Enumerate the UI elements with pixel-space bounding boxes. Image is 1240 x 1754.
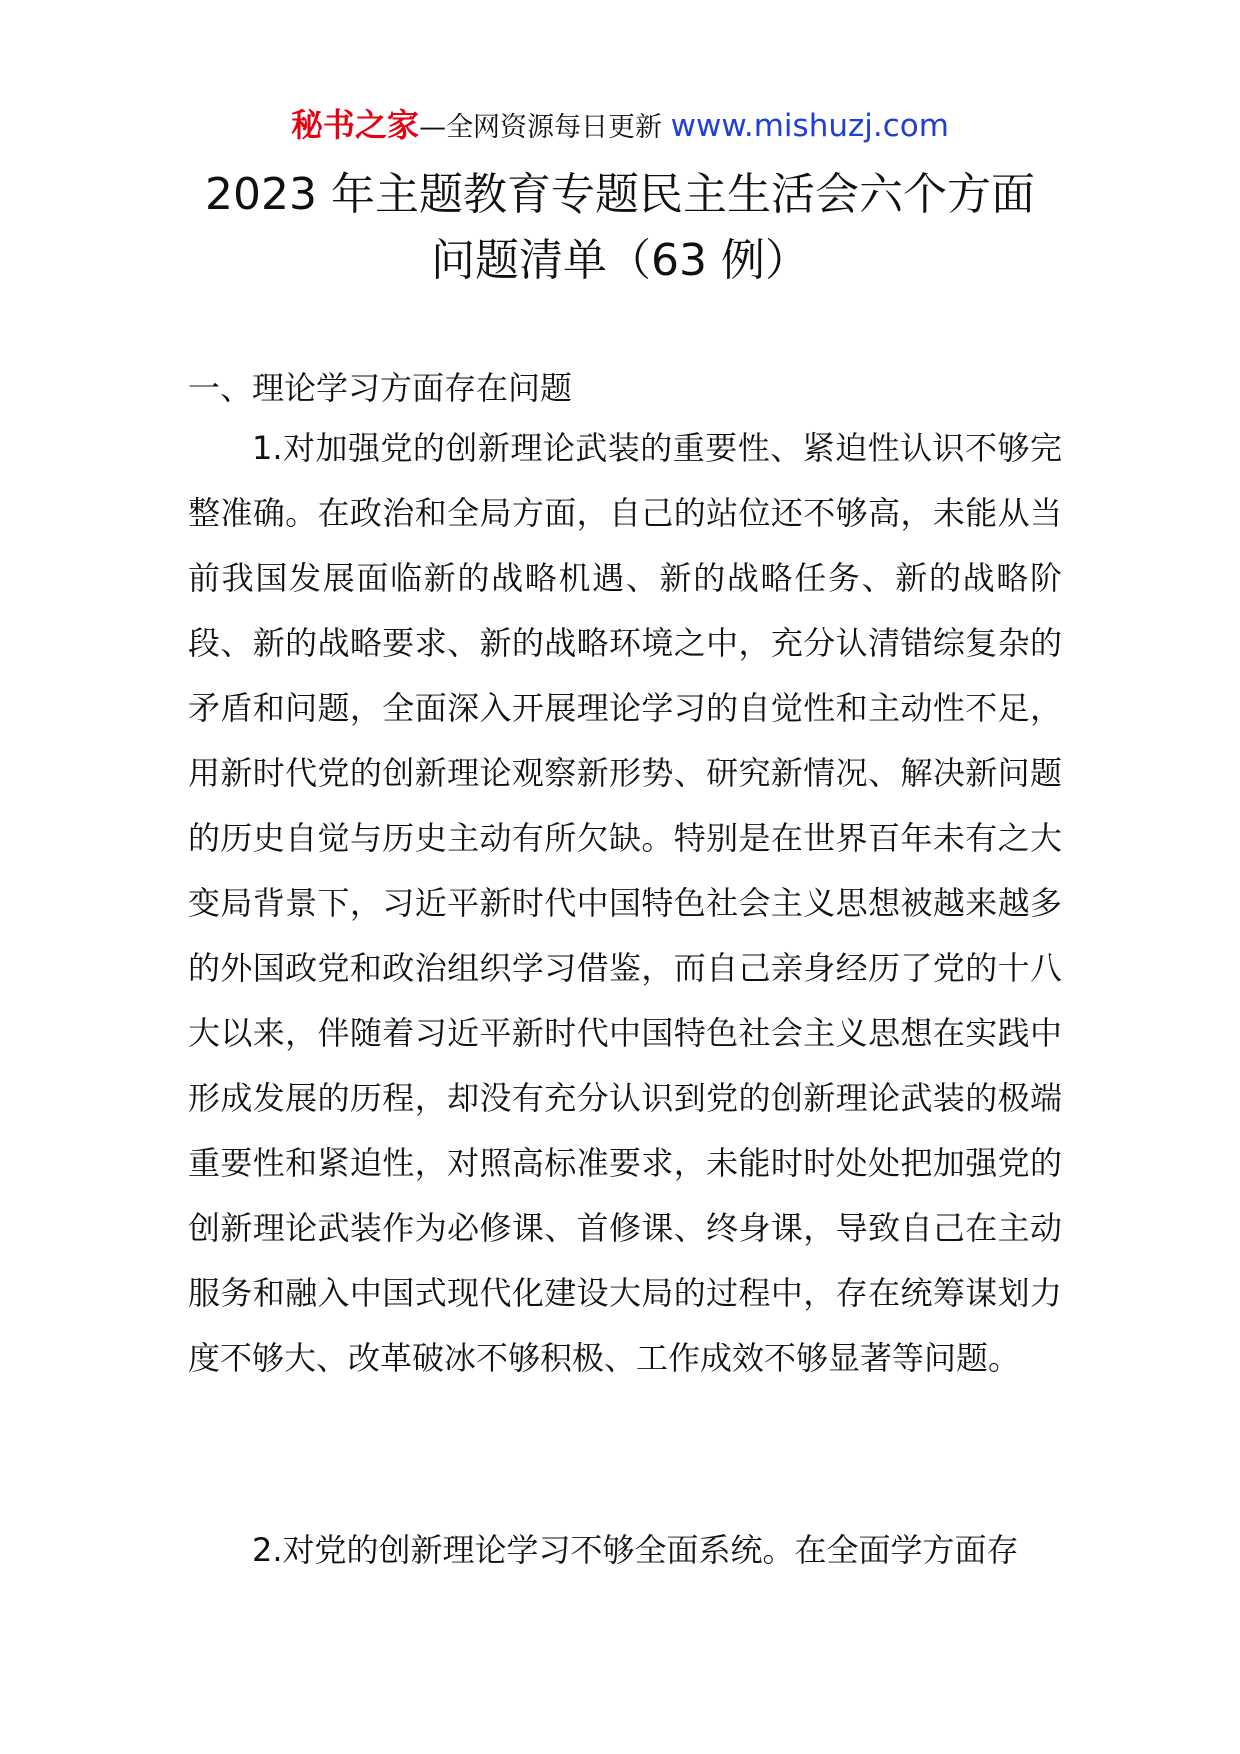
section-heading: 一、理论学习方面存在问题 bbox=[188, 369, 573, 407]
document-title-line-1: 2023 年主题教育专题民主生活会六个方面 bbox=[205, 169, 1035, 220]
paragraph-2: 2.对党的创新理论学习不够全面系统。在全面学方面存 bbox=[252, 1531, 1019, 1569]
document-title-line-2: 问题清单（63 例） bbox=[431, 235, 809, 286]
site-header bbox=[0, 100, 1240, 153]
header-slogan: —全网资源每日更新 bbox=[419, 112, 671, 143]
site-url[interactable]: www.mishuzj.com bbox=[670, 108, 949, 144]
document-title bbox=[160, 162, 1080, 294]
brand-name: 秘书之家 bbox=[291, 106, 420, 144]
paragraph-1: 1.对加强党的创新理论武装的重要性、紧迫性认识不够完整准确。在政治和全局方面，自己的站位还不够高，未能从当前我国发展面临新的战略机遇、新的战略任务、新的战略阶段、新的战略要求、新的战略环境之中，充分认清错综复杂的矛盾和问题，全面深入开展理论学习的自觉性和主动性不足，用新时代党的创新理论观察新形势、研究新情况、解决新问题的历史自觉与历史主动有所欠缺。特别是在世界百年未有之大变局背景下，习近平新时代中国特色社会主义思想被越来越多的外国政党和政治组织学习借鉴，而自己亲身经历了党的十八大以来，伴随着习近平新时代中国特色社会主义思想在实践中形成发展的历程，却没有充分认识到党的创新理论武装的极端重要性和紧迫性，对照高标准要求，未能时时处处把加强党的创新理论武装作为必修课、首修课、终身课，导致自己在主动服务和融入中国式现代化建设大局的过程中，存在统筹谋划力度不够大、改革破冰不够积极、工作成效不够显著等问题。 bbox=[188, 429, 1062, 1377]
